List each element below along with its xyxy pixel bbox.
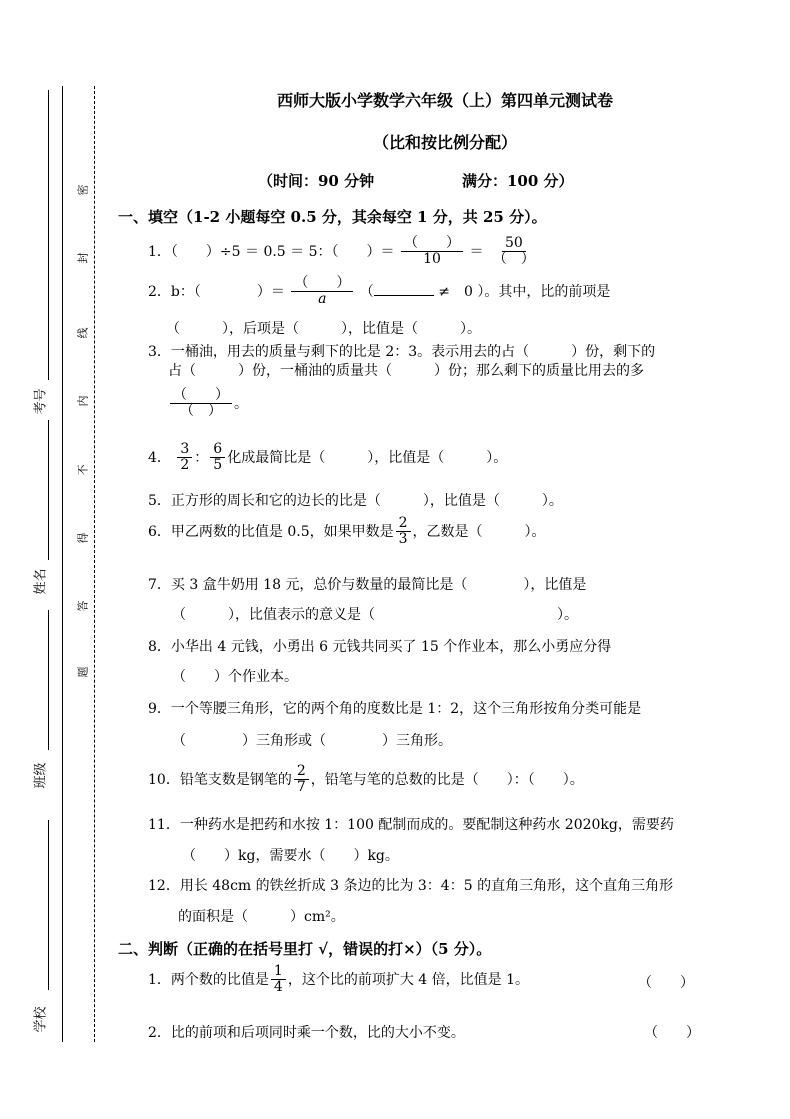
judge-2-answer-paren[interactable]: （ ） (644, 1025, 700, 1041)
seal-char: 不 (76, 464, 90, 476)
section-heading: 二、判断（正确的在括号里打 √，错误的打×）（5 分）。 (118, 940, 492, 958)
denominator: 2 (180, 457, 190, 474)
class-label: 班级 (33, 762, 49, 789)
exam-no-writing-line (48, 90, 49, 380)
question-number: 4． (148, 449, 171, 466)
name-label: 姓名 (33, 568, 49, 595)
denominator: 5 (213, 457, 223, 474)
page-title: 西师大版小学数学六年级（上）第四单元测试卷 (276, 91, 613, 110)
fraction (177, 442, 192, 474)
numerator: 2 (396, 516, 411, 532)
denominator: 4 (273, 979, 283, 996)
seal-char: 封 (76, 252, 90, 264)
numerator: 50 (502, 236, 526, 252)
question-2-line-2: （ ），后项是（ ），比值是（ ）。 (166, 321, 481, 337)
question-9-line-2: （ ）三角形或（ ）三角形。 (172, 733, 452, 749)
fraction (490, 236, 538, 268)
question-3-line-3 (168, 388, 248, 420)
seal-char: 线 (76, 327, 90, 339)
question-2 (148, 276, 610, 308)
fraction (271, 964, 286, 996)
denominator: a (318, 291, 327, 308)
margin-line-left (62, 86, 63, 1042)
class-writing-line (48, 610, 49, 750)
name-writing-line (48, 420, 49, 560)
question-7-line-1: 7．买 3 盒牛奶用 18 元，总价与数量的最简比是（ ），比值是 (148, 577, 587, 593)
seal-char: 题 (76, 666, 90, 678)
question-text: 。 (234, 395, 248, 412)
question-11-line-1: 11．一种药水是把药和水按 1：100 配制而成的。要配制这种药水 2020kg，需要药 (148, 817, 674, 833)
question-text: 2．b：（ ）＝ (148, 283, 285, 300)
fraction (291, 276, 353, 308)
school-writing-line (48, 820, 49, 990)
fraction (170, 388, 232, 420)
margin-dashed-line (94, 86, 95, 1042)
exam-no-label: 考号 (33, 388, 49, 415)
seal-char: 密 (76, 184, 90, 196)
denominator: 7 (296, 779, 306, 796)
numerator: 3 (177, 442, 192, 458)
question-8-line-2: （ ）个作业本。 (172, 669, 298, 685)
fraction (210, 442, 225, 474)
question-text: （ (359, 283, 374, 300)
judge-2: 2．比的前项和后项同时乘一个数，比的大小不变。 (148, 1025, 465, 1041)
question-text: 1．（ ）÷5 ＝ 0.5 ＝ 5：（ ）＝ (148, 243, 395, 260)
seal-char: 内 (76, 395, 90, 407)
denominator: （ ） (492, 251, 535, 268)
section-heading: 一、填空（1-2 小题每空 0.5 分，其余每空 1 分，共 25 分）。 (118, 208, 547, 226)
question-text: 1．两个数的比值是 (148, 971, 269, 988)
numerator: 2 (294, 764, 309, 780)
denominator: （ ） (180, 403, 222, 420)
numerator: （ ） (291, 276, 353, 292)
denominator: 3 (398, 531, 408, 548)
question-12-line-1: 12．用长 48cm 的铁丝折成 3 条边的比为 3：4：5 的直角三角形，这个直角三角形 (148, 878, 674, 894)
question-text: ，这个比的前项扩大 4 倍，比值是 1。 (287, 971, 530, 988)
question-8-line-1: 8．小华出 4 元钱，小勇出 6 元钱共同买了 15 个作业本，那么小勇应分得 (148, 639, 612, 655)
fraction (294, 764, 309, 796)
fraction (396, 516, 411, 548)
question-9-line-1: 9．一个等腰三角形，它的两个角的度数比是 1：2，这个三角形按角分类可能是 (148, 701, 642, 717)
question-3-line-2: 占（ ）份，一桶油的质量共（ ）份；那么剩下的质量比用去的多 (168, 363, 644, 379)
time-info: （时间：90 分钟 (258, 172, 375, 190)
question-5: 5．正方形的周长和它的边长的比是（ ），比值是（ ）。 (148, 493, 563, 509)
question-12-line-2: 的面积是（ ）cm²。 (178, 909, 345, 925)
numerator: （ ） (401, 236, 463, 252)
denominator: 10 (423, 251, 441, 268)
question-1 (148, 236, 540, 268)
page-subtitle: （比和按比例分配） (372, 133, 517, 152)
score-info: 满分：100 分） (462, 172, 574, 190)
question-text: 10．铅笔支数是钢笔的 (148, 771, 292, 788)
question-text: ≠ 0 ）。其中，比的前项是 (438, 283, 611, 300)
question-4 (148, 442, 507, 474)
fraction (401, 236, 463, 268)
seal-char: 得 (76, 532, 90, 544)
colon: ： (194, 449, 209, 466)
question-6 (148, 516, 546, 548)
answer-blank[interactable] (374, 281, 434, 296)
seal-char: 答 (76, 600, 90, 612)
question-10 (148, 764, 584, 796)
judge-1-answer-paren[interactable]: （ ） (638, 975, 694, 991)
question-3-line-1: 3．一桶油，用去的质量与剩下的比是 2：3。表示用去的占（ ）份，剩下的 (148, 344, 656, 360)
judge-1 (148, 964, 529, 996)
question-11-line-2: （ ）kg，需要水（ ）kg。 (182, 848, 399, 864)
numerator: （ ） (170, 388, 232, 404)
question-7-line-2: （ ），比值表示的意义是（ ）。 (172, 607, 578, 623)
equals-sign: ＝ (469, 243, 484, 260)
numerator: 1 (271, 964, 286, 980)
question-text: ，乙数是（ ）。 (412, 523, 546, 540)
numerator: 6 (210, 442, 225, 458)
question-text: ，铅笔与笔的总数的比是（ ）：（ ）。 (310, 771, 584, 788)
school-label: 学校 (33, 1006, 49, 1033)
question-text: 6．甲乙两数的比值是 0.5，如果甲数是 (148, 523, 394, 540)
question-text: 化成最简比是（ ），比值是（ ）。 (227, 449, 508, 466)
